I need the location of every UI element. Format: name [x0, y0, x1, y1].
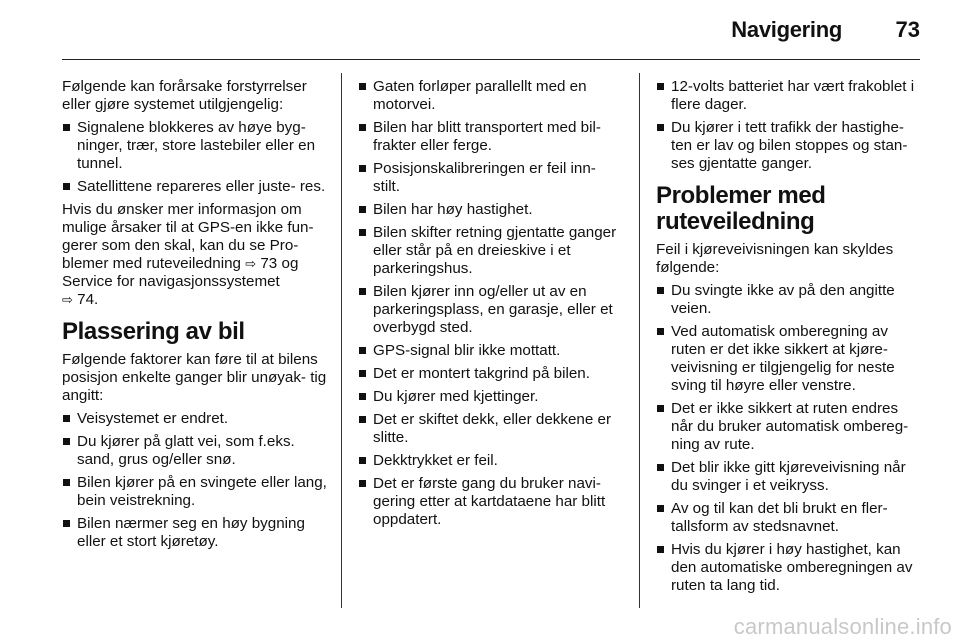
- list-item: Bilen har blitt transportert med bil- frakter eller ferge.: [358, 119, 624, 155]
- column-divider: [341, 73, 342, 608]
- intro-paragraph: Følgende kan forårsake forstyrrelser eller gjøre systemet utilgjengelig:: [62, 78, 307, 113]
- list-item: GPS-signal blir ikke mottatt.: [358, 342, 624, 360]
- list-item: Dekktrykket er feil.: [358, 452, 624, 470]
- bullet-list: [656, 78, 922, 173]
- section-title: Navigering: [731, 17, 842, 42]
- list-item: Gaten forløper parallellt med en motorvei.: [358, 78, 624, 114]
- page-number: 73: [895, 17, 920, 42]
- column-1: [62, 78, 328, 556]
- list-item: 12-volts batteriet har vært frakoblet i flere dager.: [656, 78, 922, 114]
- list-item: Veisystemet er endret.: [62, 410, 328, 428]
- reference-arrow-icon: ⇨: [245, 256, 257, 271]
- column-2: [358, 78, 624, 534]
- list-item: Satellittene repareres eller juste- res.: [62, 178, 328, 196]
- list-item: Det er ikke sikkert at ruten endres når du bruker automatisk ombereg- ning av rute.: [656, 400, 922, 454]
- intro-paragraph: Feil i kjøreveivisningen kan skyldes følgende:: [656, 241, 894, 276]
- bullet-list: [358, 78, 624, 529]
- list-item: Bilen har høy hastighet.: [358, 201, 624, 219]
- list-item: Hvis du kjører i høy hastighet, kan den automatiske omberegningen av ruten ta lang tid.: [656, 541, 922, 595]
- list-item: Bilen kjører inn og/eller ut av en parkeringsplass, en garasje, eller et overbygd sted.: [358, 283, 624, 337]
- list-item: Du kjører i tett trafikk der hastighe- ten er lav og bilen stoppes og stan- ses gjentatte ganger.: [656, 119, 922, 173]
- section-heading: Problemer med ruteveiledning: [656, 182, 826, 235]
- page-reference-link[interactable]: 73: [260, 255, 278, 272]
- list-item: Ved automatisk omberegning av ruten er det ikke sikkert at kjøre- veivisning er tilgjengelig for neste sving til høyre eller venstre.: [656, 323, 922, 395]
- bullet-list: [62, 119, 328, 196]
- list-item: Signalene blokkeres av høye byg- ninger, trær, store lastebiler eller en tunnel.: [62, 119, 328, 173]
- list-item: Du kjører på glatt vei, som f.eks. sand, grus og/eller snø.: [62, 433, 328, 469]
- watermark-text: carmanualsonline.info: [733, 614, 952, 639]
- column-divider: [639, 73, 640, 608]
- list-item: Det er skiftet dekk, eller dekkene er slitte.: [358, 411, 624, 447]
- list-item: Du svingte ikke av på den angitte veien.: [656, 282, 922, 318]
- column-3: [656, 78, 922, 600]
- info-paragraph: Hvis du ønsker mer informasjon om mulige årsaker til at GPS-en ikke fun- gerer som den skal, kan du se Pro- blemer med ruteveiledning ⇨ 73 og Service for navigasjonssystemet ⇨ 74.: [62, 201, 314, 308]
- reference-arrow-icon: ⇨: [62, 292, 73, 307]
- list-item: Bilen kjører på en svingete eller lang, bein veistrekning.: [62, 474, 328, 510]
- list-item: Det er montert takgrind på bilen.: [358, 365, 624, 383]
- list-item: Det blir ikke gitt kjøreveivisning når du svinger i et veikryss.: [656, 459, 922, 495]
- intro-paragraph: Følgende faktorer kan føre til at bilens posisjon enkelte ganger blir unøyak- tig angitt:: [62, 351, 327, 404]
- header-divider: [62, 59, 920, 60]
- bullet-list: [62, 410, 328, 551]
- list-item: Av og til kan det bli brukt en fler- tallsform av stedsnavnet.: [656, 500, 922, 536]
- section-heading: Plassering av bil: [62, 318, 245, 345]
- list-item: Bilen skifter retning gjentatte ganger eller står på en dreieskive i et parkeringshus.: [358, 224, 624, 278]
- list-item: Bilen nærmer seg en høy bygning eller et stort kjøretøy.: [62, 515, 328, 551]
- page-reference-link[interactable]: 74.: [77, 291, 99, 308]
- list-item: Du kjører med kjettinger.: [358, 388, 624, 406]
- bullet-list: [656, 282, 922, 595]
- list-item: Posisjonskalibreringen er feil inn- stilt.: [358, 160, 624, 196]
- page-header: [0, 0, 960, 66]
- list-item: Det er første gang du bruker navi- gering etter at kartdataene har blitt oppdatert.: [358, 475, 624, 529]
